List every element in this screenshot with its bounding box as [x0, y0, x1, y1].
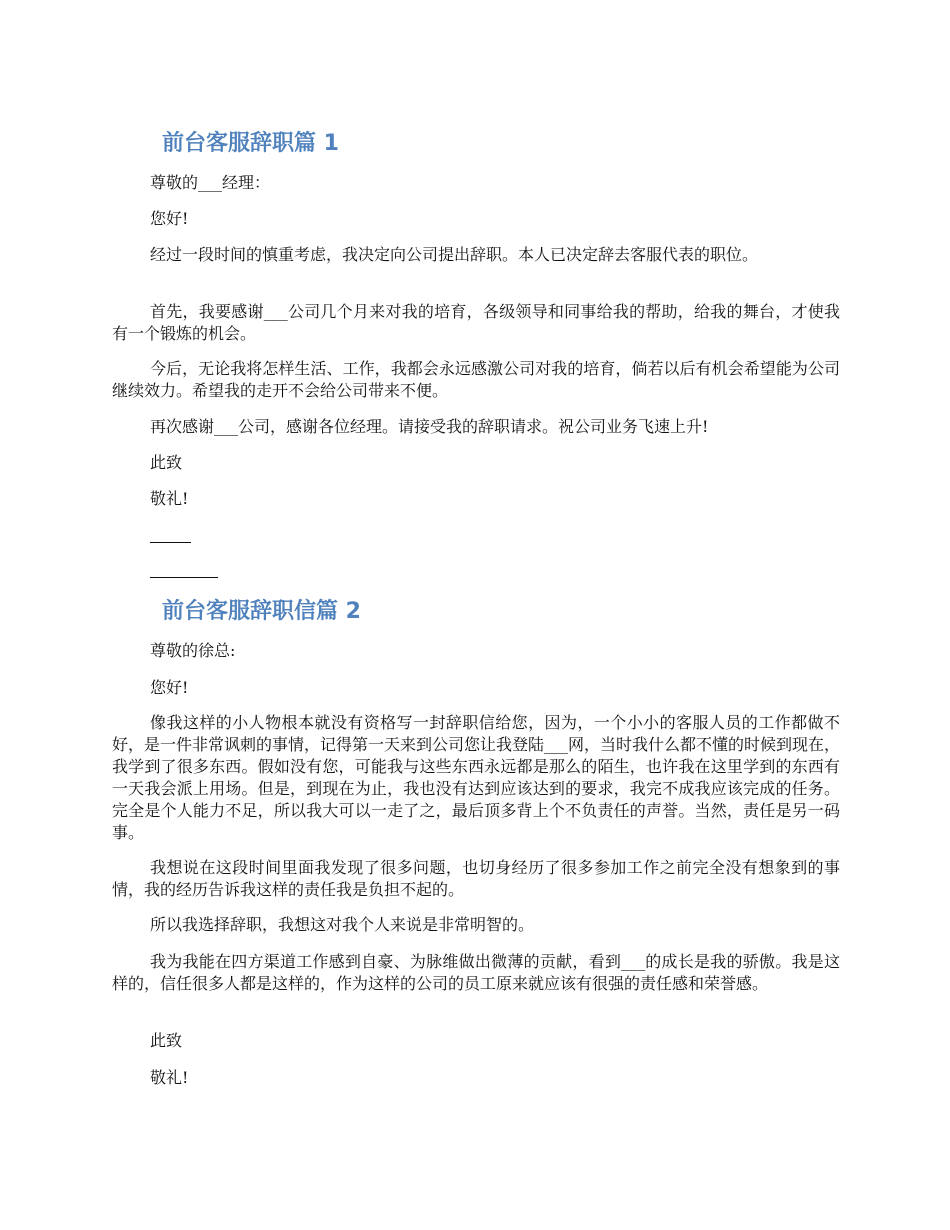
- section-1-greeting: 尊敬的___经理：: [150, 173, 271, 192]
- section-1-salutation: 敬礼!: [150, 489, 189, 508]
- section-2-title: 前台客服辞职信篇 2: [162, 599, 361, 624]
- section-2-paragraph: 我想说在这段时间里面我发现了很多问题，也切身经历了很多参加工作之前完全没有想象到的事情，我的经历告诉我这样的责任我是负担不起的。: [112, 858, 840, 899]
- section-1-title: 前台客服辞职篇 1: [162, 131, 339, 156]
- section-1-hello: 您好!: [150, 209, 189, 228]
- date-line: [150, 577, 218, 578]
- section-2-closing: 此致: [150, 1031, 183, 1050]
- section-1-closing: 此致: [150, 453, 183, 472]
- section-2-greeting: 尊敬的徐总:: [150, 641, 236, 660]
- section-2-paragraph: 我为我能在四方渠道工作感到自豪、为脉维做出微薄的贡献，看到___的成长是我的骄傲。我是这样的，信任很多人都是这样的，作为这样的公司的员工原来就应该有很强的责任感和荣誉感。: [112, 952, 840, 993]
- section-1-paragraph: 首先，我要感谢___公司几个月来对我的培育，各级领导和同事给我的帮助，给我的舞台，才使我有一个锻炼的机会。: [112, 302, 840, 343]
- section-2-paragraph: 像我这样的小人物根本就没有资格写一封辞职信给您，因为，一个小小的客服人员的工作都做不好，是一件非常讽刺的事情，记得第一天来到公司您让我登陆___网，当时我什么都不懂的时候到现在，我学到了很多东西。假如没有您，可能我与这些东西永远都是那么的陌生，也许我在这里学到的东西有一天我会派上用场。但是，到现在为止，我也没有达到应该达到的要求，我完不成我应该完成的任务。完全是个人能力不足，所以我大可以一走了之，最后顶多背上个不负责任的声誉。当然，责任是另一码事。: [112, 713, 841, 842]
- section-1-paragraph: 经过一段时间的慎重考虑，我决定向公司提出辞职。本人已决定辞去客服代表的职位。: [150, 245, 759, 264]
- section-1-paragraph: 今后，无论我将怎样生活、工作，我都会永远感激公司对我的培育，倘若以后有机会希望能为公司继续效力。希望我的走开不会给公司带来不便。: [112, 359, 840, 400]
- section-2-hello: 您好!: [150, 678, 189, 697]
- signature-line: [150, 542, 191, 543]
- section-1-paragraph: 再次感谢___公司，感谢各位经理。请接受我的辞职请求。祝公司业务飞速上升!: [150, 417, 709, 436]
- section-2-salutation: 敬礼!: [150, 1068, 189, 1087]
- section-2-paragraph: 所以我选择辞职，我想这对我个人来说是非常明智的。: [150, 915, 535, 934]
